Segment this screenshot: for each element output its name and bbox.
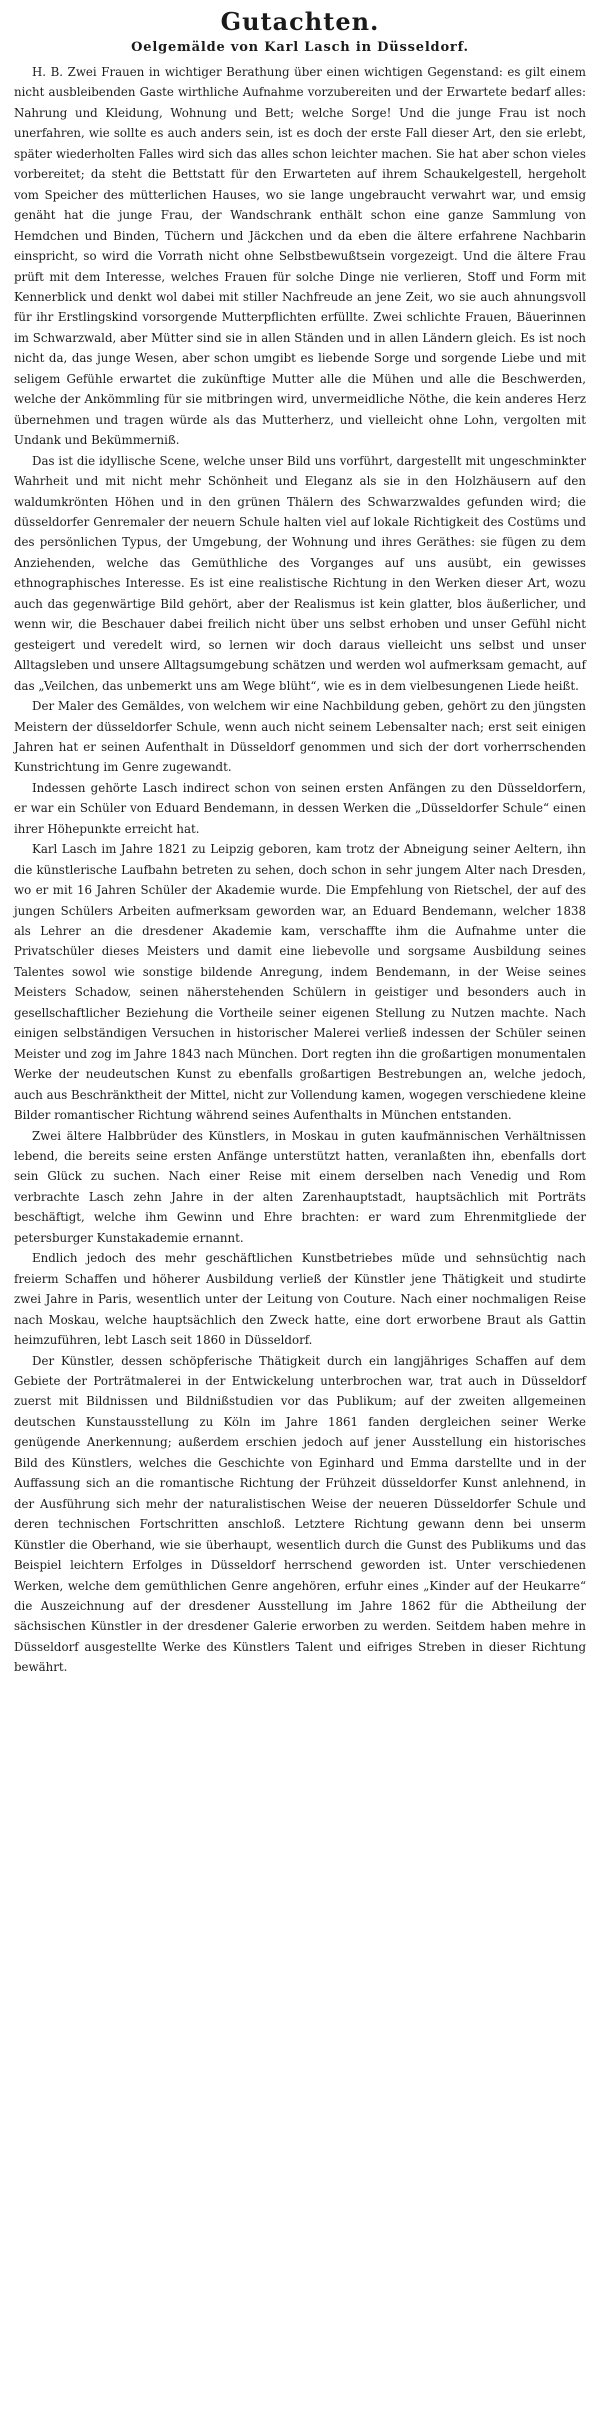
paragraph: Der Maler des Gemäldes, von welchem wir eine Nachbildung geben, gehört zu den jüngsten Meistern der düsseldorfer Schule, wenn auch nicht seinem Lebensalter nach; erst seit einigen Jahren hat er seinen Aufenthalt in Düsseldorf genommen und sich der dort vorherrschenden Kunstrichtung im Genre zugewandt. [14, 699, 586, 775]
paragraph: Der Künstler, dessen schöpferische Thätigkeit durch ein langjähriges Schaffen auf dem Gebiete der Porträtmalerei in der Entwickelung unterbrochen war, trat auch in Düsseldorf zuerst mit Bildnissen und Bildnißstudien vor das Publikum; auf der zweiten allgemeinen deutschen Kunstausstellung zu Köln im Jahre 1861 fanden dergleichen seiner Werke genügende Anerkennung; außerdem erschien jedoch auf jener Ausstellung ein historisches Bild des Künstlers, welches die Geschichte von Eginhard und Emma darstellte und in der Auffassung sich an die romantische Richtung der Frühzeit düsseldorfer Kunst anlehnend, in der Ausführung sich mehr der naturalistischen Weise der neueren Düsseldorfer Schule und deren technischen Fortschritten anschloß. Letztere Richtung gewann denn bei unserm Künstler die Oberhand, wie sie überhaupt, wesentlich durch die Gunst des Publikums und das Beispiel leichtern Erfolges in Düsseldorf herrschend geworden ist. Unter verschiedenen Werken, welche dem gemüthlichen Genre angehören, erfuhr eines „Kinder auf der Heukarre“ die Auszeichnung auf der dresdener Ausstellung im Jahre 1862 für die Abtheilung der sächsischen Künstler in der dresdener Galerie erworben zu werden. Seitdem haben mehre in Düsseldorf ausgestellte Werke des Künstlers Talent und eifriges Streben in dieser Richtung bewährt. [14, 1353, 586, 1675]
article-subtitle: Oelgemälde von Karl Lasch in Düsseldorf. [131, 40, 469, 55]
paragraph: Das ist die idyllische Scene, welche unser Bild uns vorführt, dargestellt mit ungeschminkter Wahrheit und mit nicht mehr Schönheit und Eleganz als sie in den Holzhäusern auf den waldumkrönten Höhen und in den grünen Thälern des Schwarzwaldes gefunden wird; die düsseldorfer Genremaler der neuern Schule halten viel auf lokale Richtigkeit des Costüms und des persönlichen Typus, der Umgebung, der Wohnung und ihres Geräthes: sie fügen zu dem Anziehenden, welche das Gemüthliche des Vorganges auf uns ausübt, ein gewisses ethnographisches Interesse. Es ist eine realistische Richtung in den Werken dieser Art, wozu auch das gegenwärtige Bild gehört, aber der Realismus ist kein glatter, blos äußerlicher, und wenn wir, die Beschauer dabei freilich nicht über uns selbst erhoben und unser Gefühl nicht gesteigert und veredelt wird, so lernen wir doch daraus vielleicht uns selbst und unser Alltagsleben und unsere Alltagsumgebung schätzen und werden wol aufmerksam gemacht, auf das „Veilchen, das unbemerkt uns am Wege blüht“, wie es in dem vielbesungenen Liede heißt. [14, 453, 586, 693]
paragraph: Endlich jedoch des mehr geschäftlichen Kunstbetriebes müde und sehnsüchtig nach freierm Schaffen und höherer Ausbildung verließ der Künstler jene Thätigkeit und studirte zwei Jahre in Paris, wesentlich unter der Leitung von Couture. Nach einer nochmaligen Reise nach Moskau, welche hauptsächlich den Zweck hatte, eine dort erworbene Braut als Gattin heimzuführen, lebt Lasch seit 1860 in Düsseldorf. [14, 1251, 586, 1348]
article-title: Gutachten. [220, 7, 380, 36]
article-body [14, 62, 586, 1678]
paragraph: Karl Lasch im Jahre 1821 zu Leipzig geboren, kam trotz der Abneigung seiner Aeltern, ihn die künstlerische Laufbahn betreten zu sehen, doch schon in sehr jungem Alter nach Dresden, wo er mit 16 Jahren Schüler der Akademie wurde. Die Empfehlung von Rietschel, der auf des jungen Schülers Arbeiten aufmerksam geworden war, an Eduard Bendemann, welcher 1838 als Lehrer an die dresdener Akademie kam, verschaffte ihm die Aufnahme unter die Privatschüler dieses Meisters und damit eine liebevolle und sorgsame Ausbildung seines Talentes sowol wie sonstige bildende Anregung, indem Bendemann, in der Weise seines Meisters Schadow, seinen näherstehenden Schülern in geistiger und besonders auch in gesellschaftlicher Beziehung die Vortheile seiner eigenen Stellung zu Nutzen machte. Nach einigen selbständigen Versuchen in historischer Malerei verließ indessen der Schüler seinen Meister und zog im Jahre 1843 nach München. Dort regten ihn die großartigen monumentalen Werke der neudeutschen Kunst zu ebenfalls großartigen Bestrebungen an, welche jedoch, auch aus Beschränktheit der Mittel, nicht zur Vollendung kamen, wogegen verschiedene kleine Bilder romantischer Richtung während seines Aufenthalts in München entstanden. [14, 842, 586, 1123]
paragraph: H. B. Zwei Frauen in wichtiger Berathung über einen wichtigen Gegenstand: es gilt einem nicht ausbleibenden Gaste wirthliche Aufnahme vorzubereiten und der Erwartete bedarf alles: Nahrung und Kleidung, Wohnung und Bett; welche Sorge! Und die junge Frau ist noch unerfahren, wie sollte es auch anders sein, ist es doch der erste Fall dieser Art, den sie erlebt, später wiederholten Falles wird sich das alles schon leichter machen. Sie hat aber schon vieles vorbereitet; da steht die Bettstatt für den Erwarteten auf ihrem Schaukelgestell, hergeholt vom Speicher des mütterlichen Hauses, wo sie lange ungebraucht verwahrt war, und emsig genäht hat die junge Frau, der Wandschrank enthält schon eine ganze Sammlung von Hemdchen und Binden, Tüchern und Jäckchen und da eben die ältere erfahrene Nachbarin einspricht, so wird die Vorrath nicht ohne Selbstbewußtsein vorgezeigt. Und die ältere Frau prüft mit dem Interesse, welches Frauen für solche Dinge nie verlieren, Stoff und Form mit Kennerblick und denkt wol dabei mit stiller Nachfreude an jene Zeit, wo sie auch ahnungsvoll für ihr Erstlingskind vorsorgende Mutterpflichten erfüllte. Zwei schlichte Frauen, Bäuerinnen im Schwarzwald, aber Mütter sind sie in allen Ständen und in allen Ländern gleich. Es ist noch nicht da, das junge Wesen, aber schon umgibt es liebende Sorge und sorgende Liebe und mit seligem Gefühle erwartet die zukünftige Mutter alle die Mühen und alle die Beschwerden, welche der Ankömmling für sie mitbringen wird, unvermeidliche Nöthe, die kein anderes Herz übernehmen und tragen würde als das Mutterherz, und vielleicht ohne Lohn, vergolten mit Undank und Bekümmerniß. [14, 65, 586, 448]
paragraph: Zwei ältere Halbbrüder des Künstlers, in Moskau in guten kaufmännischen Verhältnissen lebend, die bereits seine ersten Anfänge unterstützt hatten, veranlaßten ihn, ebenfalls dort sein Glück zu suchen. Nach einer Reise mit einem derselben nach Venedig und Rom verbrachte Lasch zehn Jahre in der alten Zarenhauptstadt, hauptsächlich mit Porträts beschäftigt, welche ihm Gewinn und Ehre brachten: er ward zum Ehrenmitgliede der petersburger Kunstakademie ernannt. [14, 1128, 586, 1245]
paragraph: Indessen gehörte Lasch indirect schon von seinen ersten Anfängen zu den Düsseldorfern, er war ein Schüler von Eduard Bendemann, in dessen Werken die „Düsseldorfer Schule“ einen ihrer Höhepunkte erreicht hat. [14, 780, 586, 836]
